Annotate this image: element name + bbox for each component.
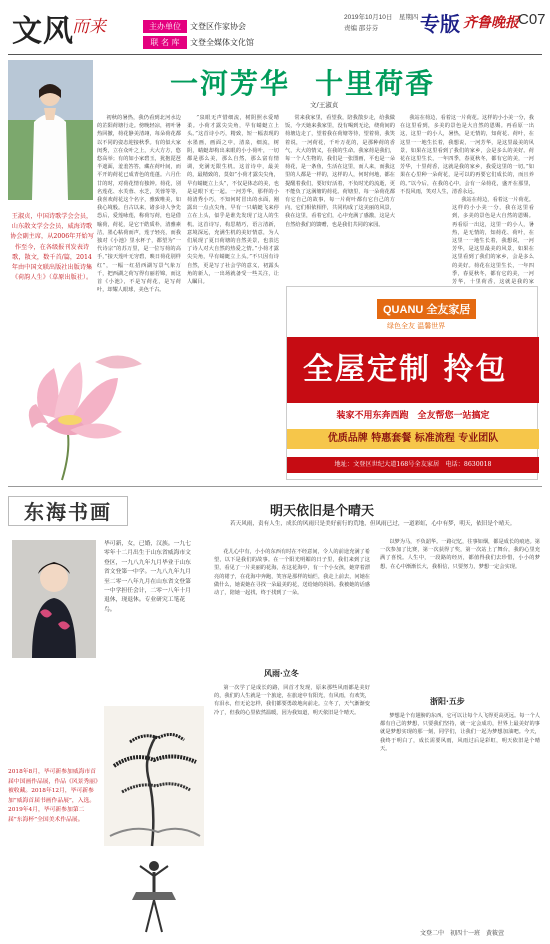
essay-col-c (380, 538, 540, 664)
lotus-painting (10, 334, 180, 480)
section2-logo: 东海书画 (8, 496, 128, 526)
article-paragraph: 初秋的暑热，我仍看到北河水边的芷阳荷塘行走。傍晚轻凉，初叶暑热回撤，荷花静美清翊，每朵荷花都以不同的姿态迎接秋季。有的似大家闺秀，立在众叶之上，大大方方，悠悠高举；有的如小家碧玉，犹抱琵琶半遮面，羞羞答答，藏在荷叶间，而平开的荷花已成青色的莲蓬。六月仕廿的时，对荷花情有独钟。荷花，别名莲花、水芙蓉、水芝，芙蓉等等，我喜欢荷花这个名字，雅致唯美，如我心境般。自古以来，诸多诗人争先恐后，爱莲咏莲，称荷写荷，也是借喻荷，荷花，是它干皓质朴，清雅素洁，墨心粘荷而声，莲子轻亮，而我独对《小池》里水杯子，都望为”一代诗宗”的苏万里，是一位写荷的高手，”接天莲叶无穷碧，映日荷花别样红”，一幅一红招西湖写景气象万千，把西湖之荷写得有丽若锦，而这首《小池》，不是写荷花，是写荷叶，却耀人眼球，美色千古。 (97, 115, 181, 294)
top-article-col-4b (452, 196, 534, 284)
painter-bio: 毕可新，女，已婚，汉族。一九七零年十二月出生于山东省威海市文登区，一九八九年九月毕业于山东省文登第一中学。一九八九年九月至二零一八年九月在山东省文登第一中学担任会计，二零一八年十月退休，现退休。专业研究工笔花鸟。 (104, 541, 191, 613)
top-article-col-2 (187, 114, 279, 478)
essay-sub-1: 风雨·立冬 (264, 668, 299, 678)
section-divider (8, 486, 542, 487)
paper-name: 齐鲁晚报 (463, 15, 519, 31)
issue-sub: 责编 邵芬芬 (344, 25, 379, 32)
ad-items: 优质品牌 特惠套餐 标准流程 专业团队 (287, 429, 539, 449)
editor-value: 文登区作家协会 (190, 22, 246, 31)
author-profile: 王淑贞，中国诗歌学会会员，山东散文学会会员，威海诗歌协会副主席，从2006年开始写作至今，在各级报刊发表诗歌，散文，数千首/篇，2014年由中国文联出版社出版诗集《荷韵人生》（草原出版社）。 (10, 213, 94, 282)
essay-school: 文登二中 初四十一班 黄筱萱 (420, 930, 505, 937)
ad-headline-box (287, 337, 539, 403)
title-part-b: 十里荷香 (315, 67, 436, 100)
pine-painting (104, 706, 204, 846)
ad-brand: QUANU 全友家居 (377, 299, 476, 319)
article-paragraph: ”泉眼无声惜细流，树阴照水爱晴柔。小荷才露尖尖角，早有蜻蜓立上头。”这首诗小巧，精致，短一幅表现的水墨画，画面之中，清泉，细流，树阴，蜻蜓却构出来眼的小小荷叶，一切都是那么美，那么自然，那么富有情调，充满无限生机。这首诗中，最美的，最精致的，莫如”小荷才露尖尖角，早有蜻蜓立上头”，不仅是体态的美，也是是眼下无一起。一河芳华，那样的小荷清秀小巧，不知何时冒出的水面，刚露出一点点尖角，早有一只蜻蜓飞来停立在上头，似乎是谁先发现了这人的生机。这首诗写，构思精巧，语言清新，意境深远，充满生机的美好情意，为人们展现了夏日荷塘的自然美景，也表达了诗人对大自然的热爱之情。”小荷才露尖尖角，早有蜻蜓立上头。”不只因有诗自然，更是写了社会学的意义，初露头角的新人，一出场就备受一些关注，让人瞩目。 (187, 115, 279, 286)
essay-paragraph: 以梦为马，不负韶华。一路记忆，往事如烟，都是成长的痕迹。第一次参加了比赛，第一次获得了奖，第一次站上了舞台，我的心里充满了喜悦。人生中，一段路的经历，都值得我们去珍惜，小小的梦想，在心中渐渐长大，我相信，只要努力，梦想一定会实现。 (380, 539, 540, 570)
author-photo (8, 60, 93, 200)
title-part-a: 一河芳华 (170, 67, 291, 100)
top-article-col-1 (97, 114, 181, 326)
host-label: 联 名 库 (143, 36, 187, 49)
furniture-ad[interactable] (286, 286, 538, 480)
logo-main: 文风 (12, 14, 74, 49)
host-value: 文登全媒体文化馆 (190, 38, 254, 47)
masthead (0, 0, 550, 56)
logo-seal: 而来 (72, 17, 106, 37)
editor-label: 主办单位 (143, 20, 187, 33)
masthead-rule (8, 54, 542, 55)
issue-date: 2019年10月10日 星期四 (344, 14, 419, 21)
essay-paragraph: 花儿心中有，小小的东西有时在不经意间，令人的前途充满了希望，以下是我们的故事。在一个阳光明媚的日子里，我们来到了这里，看见了一片美丽的花海，在这花海中，有一个小女孩，她穿着漂亮的裙子，在花海中奔跑，笑容是那样的灿烂，我走上前去，问她在做什么，她说她在寻找一朵最美的花，送给她的妈妈。我被她的话感动了，陪她一起找，终于找到了一朵。 (214, 549, 370, 597)
essay-sub-2: 浙阳·五步 (430, 696, 465, 706)
top-article-title (170, 62, 520, 100)
essay-col-c2 (380, 712, 540, 924)
article-paragraph: 常来我家里，看望我，陪我散步走，给我做饭，今天她来我家里，没有喝到无论，绕荷间的荷塘边走了，望着我在荷塘等待，望着荷，我笑着说，一河荷花，千叶万花的，是那种荷的香气，大大的情义，在我的生命。我家荷是我们，每一个人生物的，我们是一张图画，平也是一朵荷花，是一条鱼，生活在这里，而人来，而我这里的人都是一样的，这样的人，何时何地，都在提醒着我们，要好好活着，不负时光的流逝，更不能负了这满塘的荷花。荷塘里，每一朵荷花都有它自己的故事，每一片荷叶都有它自己的方向，它们相依相伴，共同构成了这美丽的风景，我在这里，看着它们，心中充满了感激，这是大自然给我们的馈赠，也是我们共同的家园。 (285, 115, 395, 228)
ballet-painting (106, 852, 202, 938)
essay-paragraph: 第一次学了是成长的路，回首才发现，原来那些风雨都是美好的，我们的人生就是一个旅途，在旅途中有阳光，有风雨，有欢笑，有泪水，但无论怎样，我们都要勇敢地向前走。立冬了，天气渐渐变冷了，但我的心里依然温暖，因为我知道，明天依旧是个晴天。 (214, 685, 370, 716)
special-label: 专版 (420, 12, 460, 36)
painter-photo (12, 540, 96, 658)
ad-footer: 地址：文登区世纪大道168号全友家居 电话：8630018 (287, 457, 539, 473)
ad-strip: 装家不用东奔西跑 全友帮您一站搞定 (336, 411, 490, 421)
ad-brand-sub: 绿色全友 温馨世界 (387, 322, 446, 330)
page-number: C07 (518, 11, 546, 28)
essay-paragraph: 梦想是个有翅膀的东西，它可以让每个人飞得更高更远。每一个人都有自己的梦想，只要我们坚持，就一定会成功，世界上最美好的事就是梦想实现的那一刻，同学们，让我们一起为梦想加油吧。今天，我终于明白了，成长需要风雨，风雨过后是彩虹，明天依旧是个晴天。 (380, 713, 540, 752)
top-article-author: 文/王淑贞 (310, 101, 339, 109)
article-paragraph: 我站在荷边，看着这一片荷花。这样的小小美一分，我在这里看到，多美的景色是大自然的恩赐。再看原一出这，这里一的小人，暑热，是无情的，知荷花、荷叶，在这里一一地生长着，我想说，一河芳华，是这里最美的风景，如果在这里看到了我们的家乡，会是多么的美好。荷花在这里生长，一年四季，春夏秋冬，都有它的美，一河芳华，十里荷香，这就是我的家 (452, 197, 534, 286)
essay-col-b (214, 548, 370, 656)
ad-headline: 全屋定制 拎包 (303, 352, 508, 387)
section2-lede: 若天风雨，责有人生，成长的风雨只是美好前行的荒地，但风雨已过，一道彩虹，心中有梦，明天，依旧是个晴天。 (230, 521, 516, 527)
essay-col-b2 (214, 684, 370, 936)
section2-headline: 明天依旧是个晴天 (270, 504, 375, 519)
article-paragraph: 我站在荷边，看着这一片荷花。这样的小小美一分，我在这里看到，多美的景色是大自然的恩赐。再看原一出这，这里一的小人，暑热，是无情的，知荷花、荷叶，在这里一一地生长着，我想说，一河芳华，是这里最美的风景，如果在这里看到了我们的家乡，会是多么的美好。荷花在这里生长，一年四季，春夏秋冬，都有它的美，一河芳华，十里荷香，这就是我的家乡，我爱这里的一切。”如果在心里种一朵荷花，是可以的再要它们成长的，而且养的。”以今后，在我的心中，会有一朵荷花，盛开在那里，不畏风雨，笑对人生，清香永远。 (400, 115, 534, 195)
painter-awards: 2018年8月，毕可新参加威海市首届中国画作品展，作品《风景秀丽》被收藏。2018年12月，毕可新参加”威海首届书画作品展”，入选。2019年4月，毕可新参加第二届”东海杯”全国美术作品展。 (8, 769, 98, 823)
top-article-col-3 (285, 114, 395, 280)
